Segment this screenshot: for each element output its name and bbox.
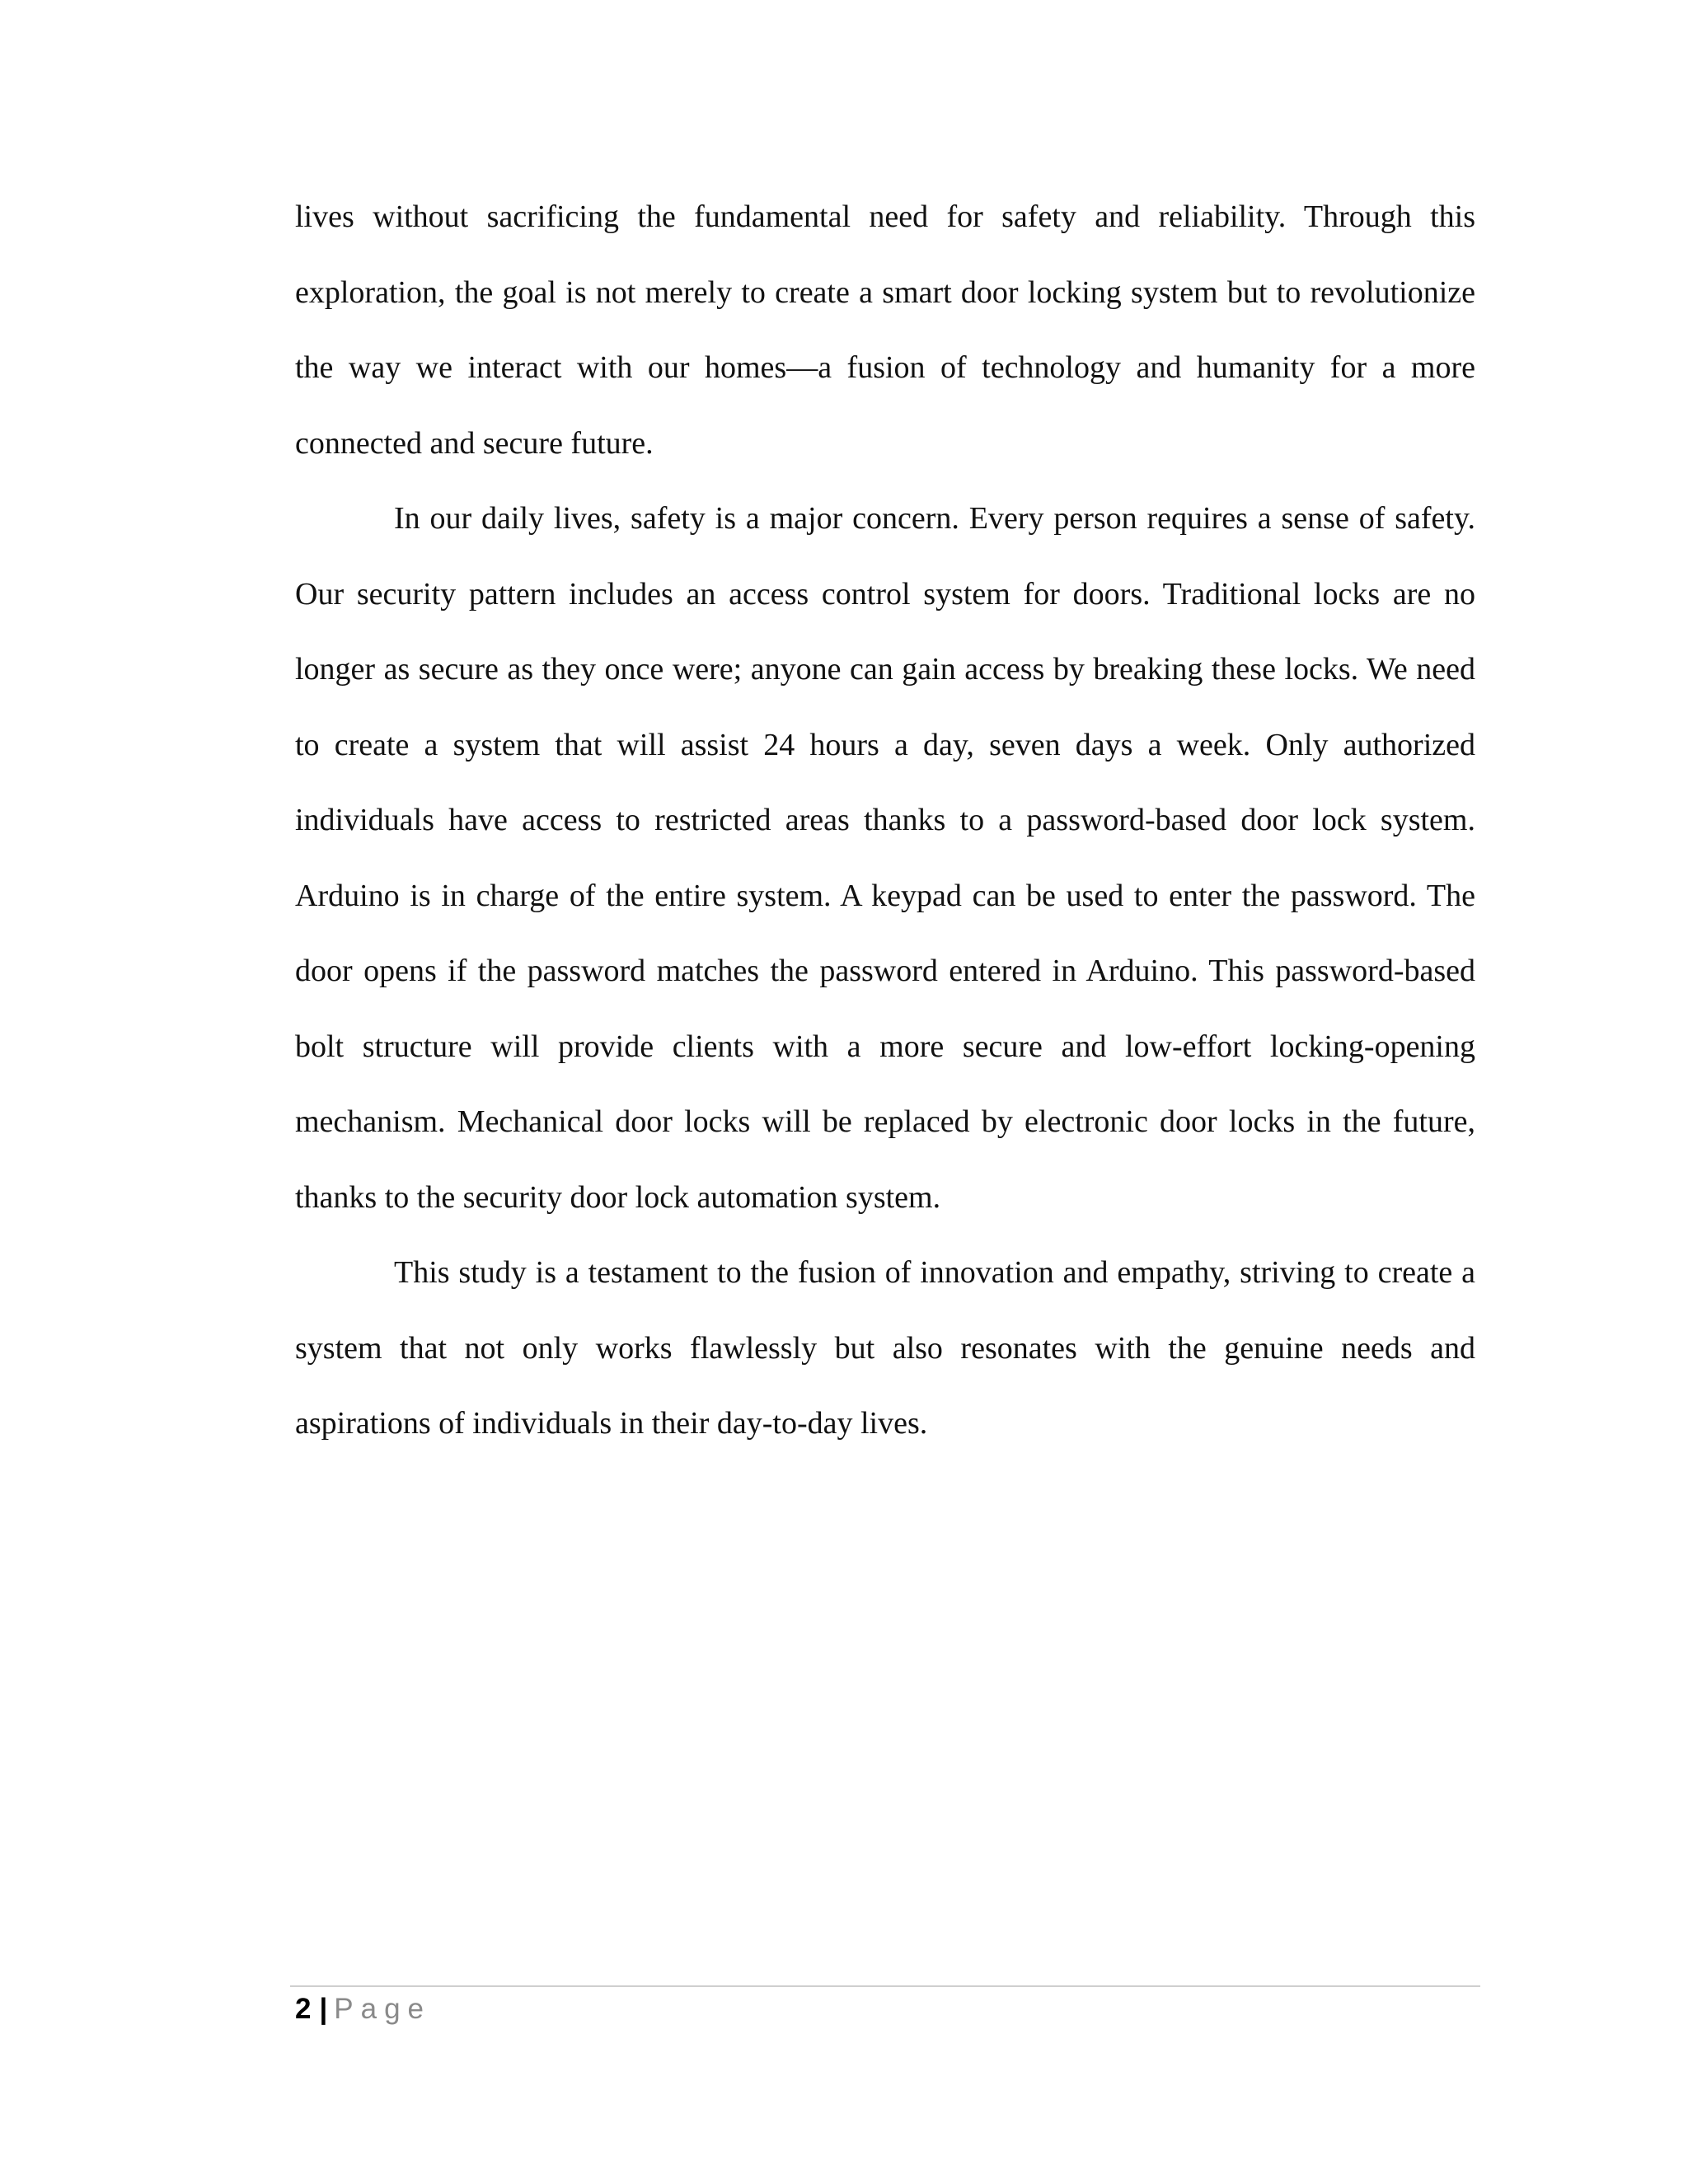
page-label: Page [334,1993,432,2025]
page-footer [295,1990,431,2029]
body-text [295,180,1475,1462]
page-number: 2 [295,1993,312,2025]
footer-divider [290,1985,1480,1987]
paragraph-study-testament: This study is a testament to the fusion of innovation and empathy, striving to create a system that not only works flawlessly but also resonates with the genuine needs and aspirations of individuals in their day-to-day lives. [295,1255,1475,1441]
footer-separator: | [319,1993,328,2025]
paragraph-continuation: lives without sacrificing the fundamental need for safety and reliability. Through this exploration, the goal is not merely to create a smart door locking system but to revolutionize the way we interact with our homes—a fusion of technology and humanity for a more connected and secure future. [295,199,1475,461]
paragraph-safety-concern: In our daily lives, safety is a major concern. Every person requires a sense of safety. Our security pattern includes an access control system for doors. Traditional locks are no longer as secure as they once were; anyone can gain access by breaking these locks. We need to create a system that will assist 24 hours a day, seven days a week. Only authorized individuals have access to restricted areas thanks to a password-based door lock system. Arduino is in charge of the entire system. A keypad can be used to enter the password. The door opens if the password matches the password entered in Arduino. This password-based bolt structure will provide clients with a more secure and low-effort locking-opening mechanism. Mechanical door locks will be replaced by electronic door locks in the future, thanks to the security door lock automation system. [295,501,1475,1215]
